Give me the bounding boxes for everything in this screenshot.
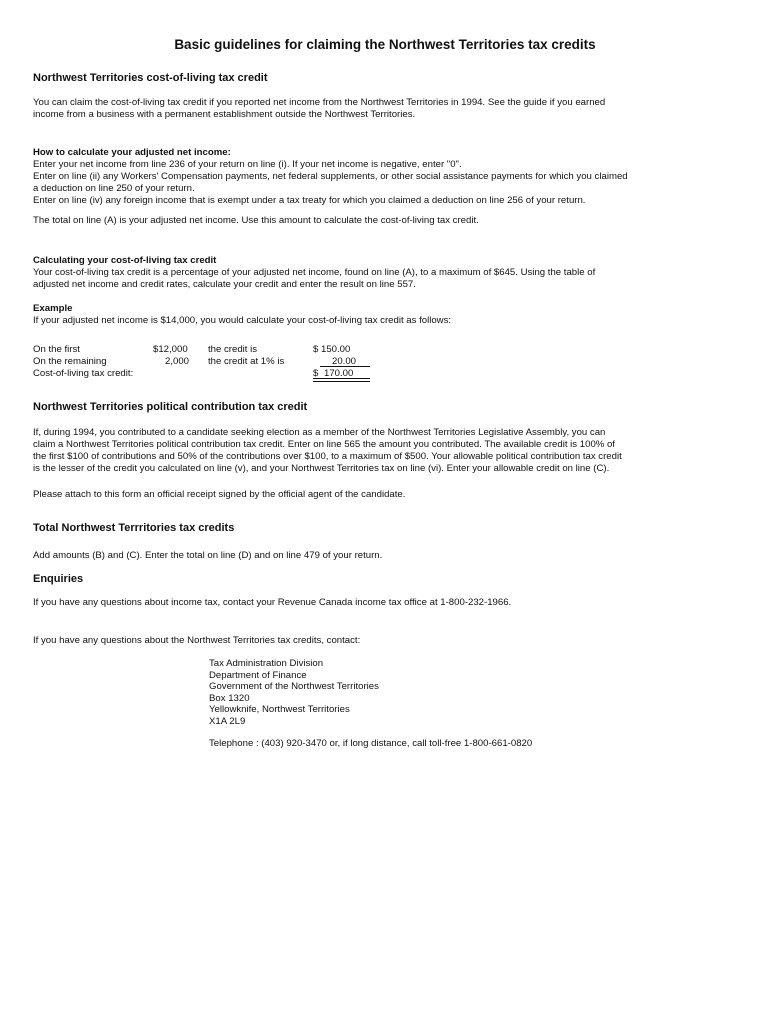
enquiries-line-2 xyxy=(33,635,743,647)
row3-value: 170.00 xyxy=(324,368,354,379)
total-heading: Total Northwest Terrritories tax credits xyxy=(33,522,235,534)
address-line: Government of the Northwest Territories xyxy=(209,681,379,692)
col-intro-line: You can claim the cost-of-living tax credit if you reported net income from the Northwest Territories in 1994. See the guide if you earned xyxy=(33,97,606,108)
row1-value: $ 150.00 xyxy=(313,344,351,355)
col-intro-line: income from a business with a permanent establishment outside the Northwest Territories. xyxy=(33,109,416,120)
subtotal-rule xyxy=(320,366,370,367)
contact-telephone xyxy=(209,738,532,750)
calc-line: adjusted net income and credit rates, calculate your credit and enter the result on line 557. xyxy=(33,279,416,290)
political-line: If, during 1994, you contributed to a candidate seeking election as a member of the Northwest Territories Legislative Assembly, you can xyxy=(33,427,606,438)
contact-address xyxy=(209,658,379,727)
page-title: Basic guidelines for claiming the Northwest Territories tax credits xyxy=(174,37,596,52)
address-line: Box 1320 xyxy=(209,692,250,704)
political-line: is the lesser of the credit you calculated on line (v), and your Northwest Territories tax on line (vi). Enter your allowable credit on line (C). xyxy=(33,463,610,474)
row2-value: 20.00 xyxy=(332,356,357,367)
total-text xyxy=(33,550,743,562)
row3-dollar: $ xyxy=(313,368,319,379)
row3-label: Cost-of-living tax credit: xyxy=(33,368,134,379)
address-line: Department of Finance xyxy=(209,669,307,681)
row1-label: On the first xyxy=(33,344,80,355)
address-line: Tax Administration Division xyxy=(209,658,324,669)
total-line: Add amounts (B) and (C). Enter the total on line (D) and on line 479 of your return. xyxy=(33,550,383,561)
adjusted-income-line: Enter your net income from line 236 of your return on line (i). If your net income is negative, enter "0". xyxy=(33,159,462,170)
adjusted-total-text: The total on line (A) is your adjusted net income. Use this amount to calculate the cost-of-living tax credit. xyxy=(33,215,479,226)
calc-heading: Calculating your cost-of-living tax credit xyxy=(33,255,217,266)
row2-label: On the remaining xyxy=(33,356,107,367)
col-intro xyxy=(33,97,743,121)
political-line: claim a Northwest Territories political contribution tax credit. Enter on line 565 the amount you contributed. The available credit is 100% of xyxy=(33,439,615,450)
example-heading: Example xyxy=(33,303,73,314)
address-line: X1A 2L9 xyxy=(209,715,246,727)
enquiries-line-1 xyxy=(33,597,743,609)
telephone-line: Telephone : (403) 920-3470 or, if long distance, call toll-free 1-800-661-0820 xyxy=(209,738,533,749)
adjusted-income-section xyxy=(33,147,743,207)
address-line: Yellowknife, Northwest Territories xyxy=(209,704,350,715)
calc-line: Your cost-of-living tax credit is a percentage of your adjusted net income, found on line (A), to a maximum of $645. Using the table of xyxy=(33,267,596,278)
row2-desc: the credit at 1% is xyxy=(208,356,285,367)
total-rule-1 xyxy=(313,378,370,379)
political-attach xyxy=(33,489,743,501)
adjusted-income-line: Enter on line (iv) any foreign income that is exempt under a tax treaty for which you claimed a deduction on line 256 of your return. xyxy=(33,195,586,206)
political-text xyxy=(33,427,743,475)
enquiries-income-tax-line: If you have any questions about income tax, contact your Revenue Canada income tax office at 1-800-232-1966. xyxy=(33,597,512,608)
enquiries-heading: Enquiries xyxy=(33,573,84,585)
row1-amount: $12,000 xyxy=(153,344,188,355)
example-line: If your adjusted net income is $14,000, you would calculate your cost-of-living tax credit as follows: xyxy=(33,315,452,326)
adjusted-total-line xyxy=(33,215,743,227)
example-section xyxy=(33,303,743,327)
adjusted-income-heading: How to calculate your adjusted net income: xyxy=(33,147,231,158)
col-heading: Northwest Territories cost-of-living tax credit xyxy=(33,72,268,84)
row1-desc: the credit is xyxy=(208,344,258,355)
political-heading: Northwest Territories political contribution tax credit xyxy=(33,401,308,413)
row2-amount: 2,000 xyxy=(165,356,190,367)
enquiries-nwt-line: If you have any questions about the Northwest Territories tax credits, contact: xyxy=(33,635,361,646)
adjusted-income-line: Enter on line (ii) any Workers' Compensation payments, net federal supplements, or other social assistance payments for which you claimed xyxy=(33,171,628,182)
political-line: the first $100 of contributions and 50% of the contributions over $100, to a maximum of $500. Your allowable political contribution tax credit xyxy=(33,451,622,462)
calc-section xyxy=(33,255,743,291)
adjusted-income-line: a deduction on line 250 of your return. xyxy=(33,183,195,194)
political-attach-text: Please attach to this form an official receipt signed by the official agent of the candidate. xyxy=(33,489,406,500)
total-rule-2 xyxy=(313,381,370,382)
